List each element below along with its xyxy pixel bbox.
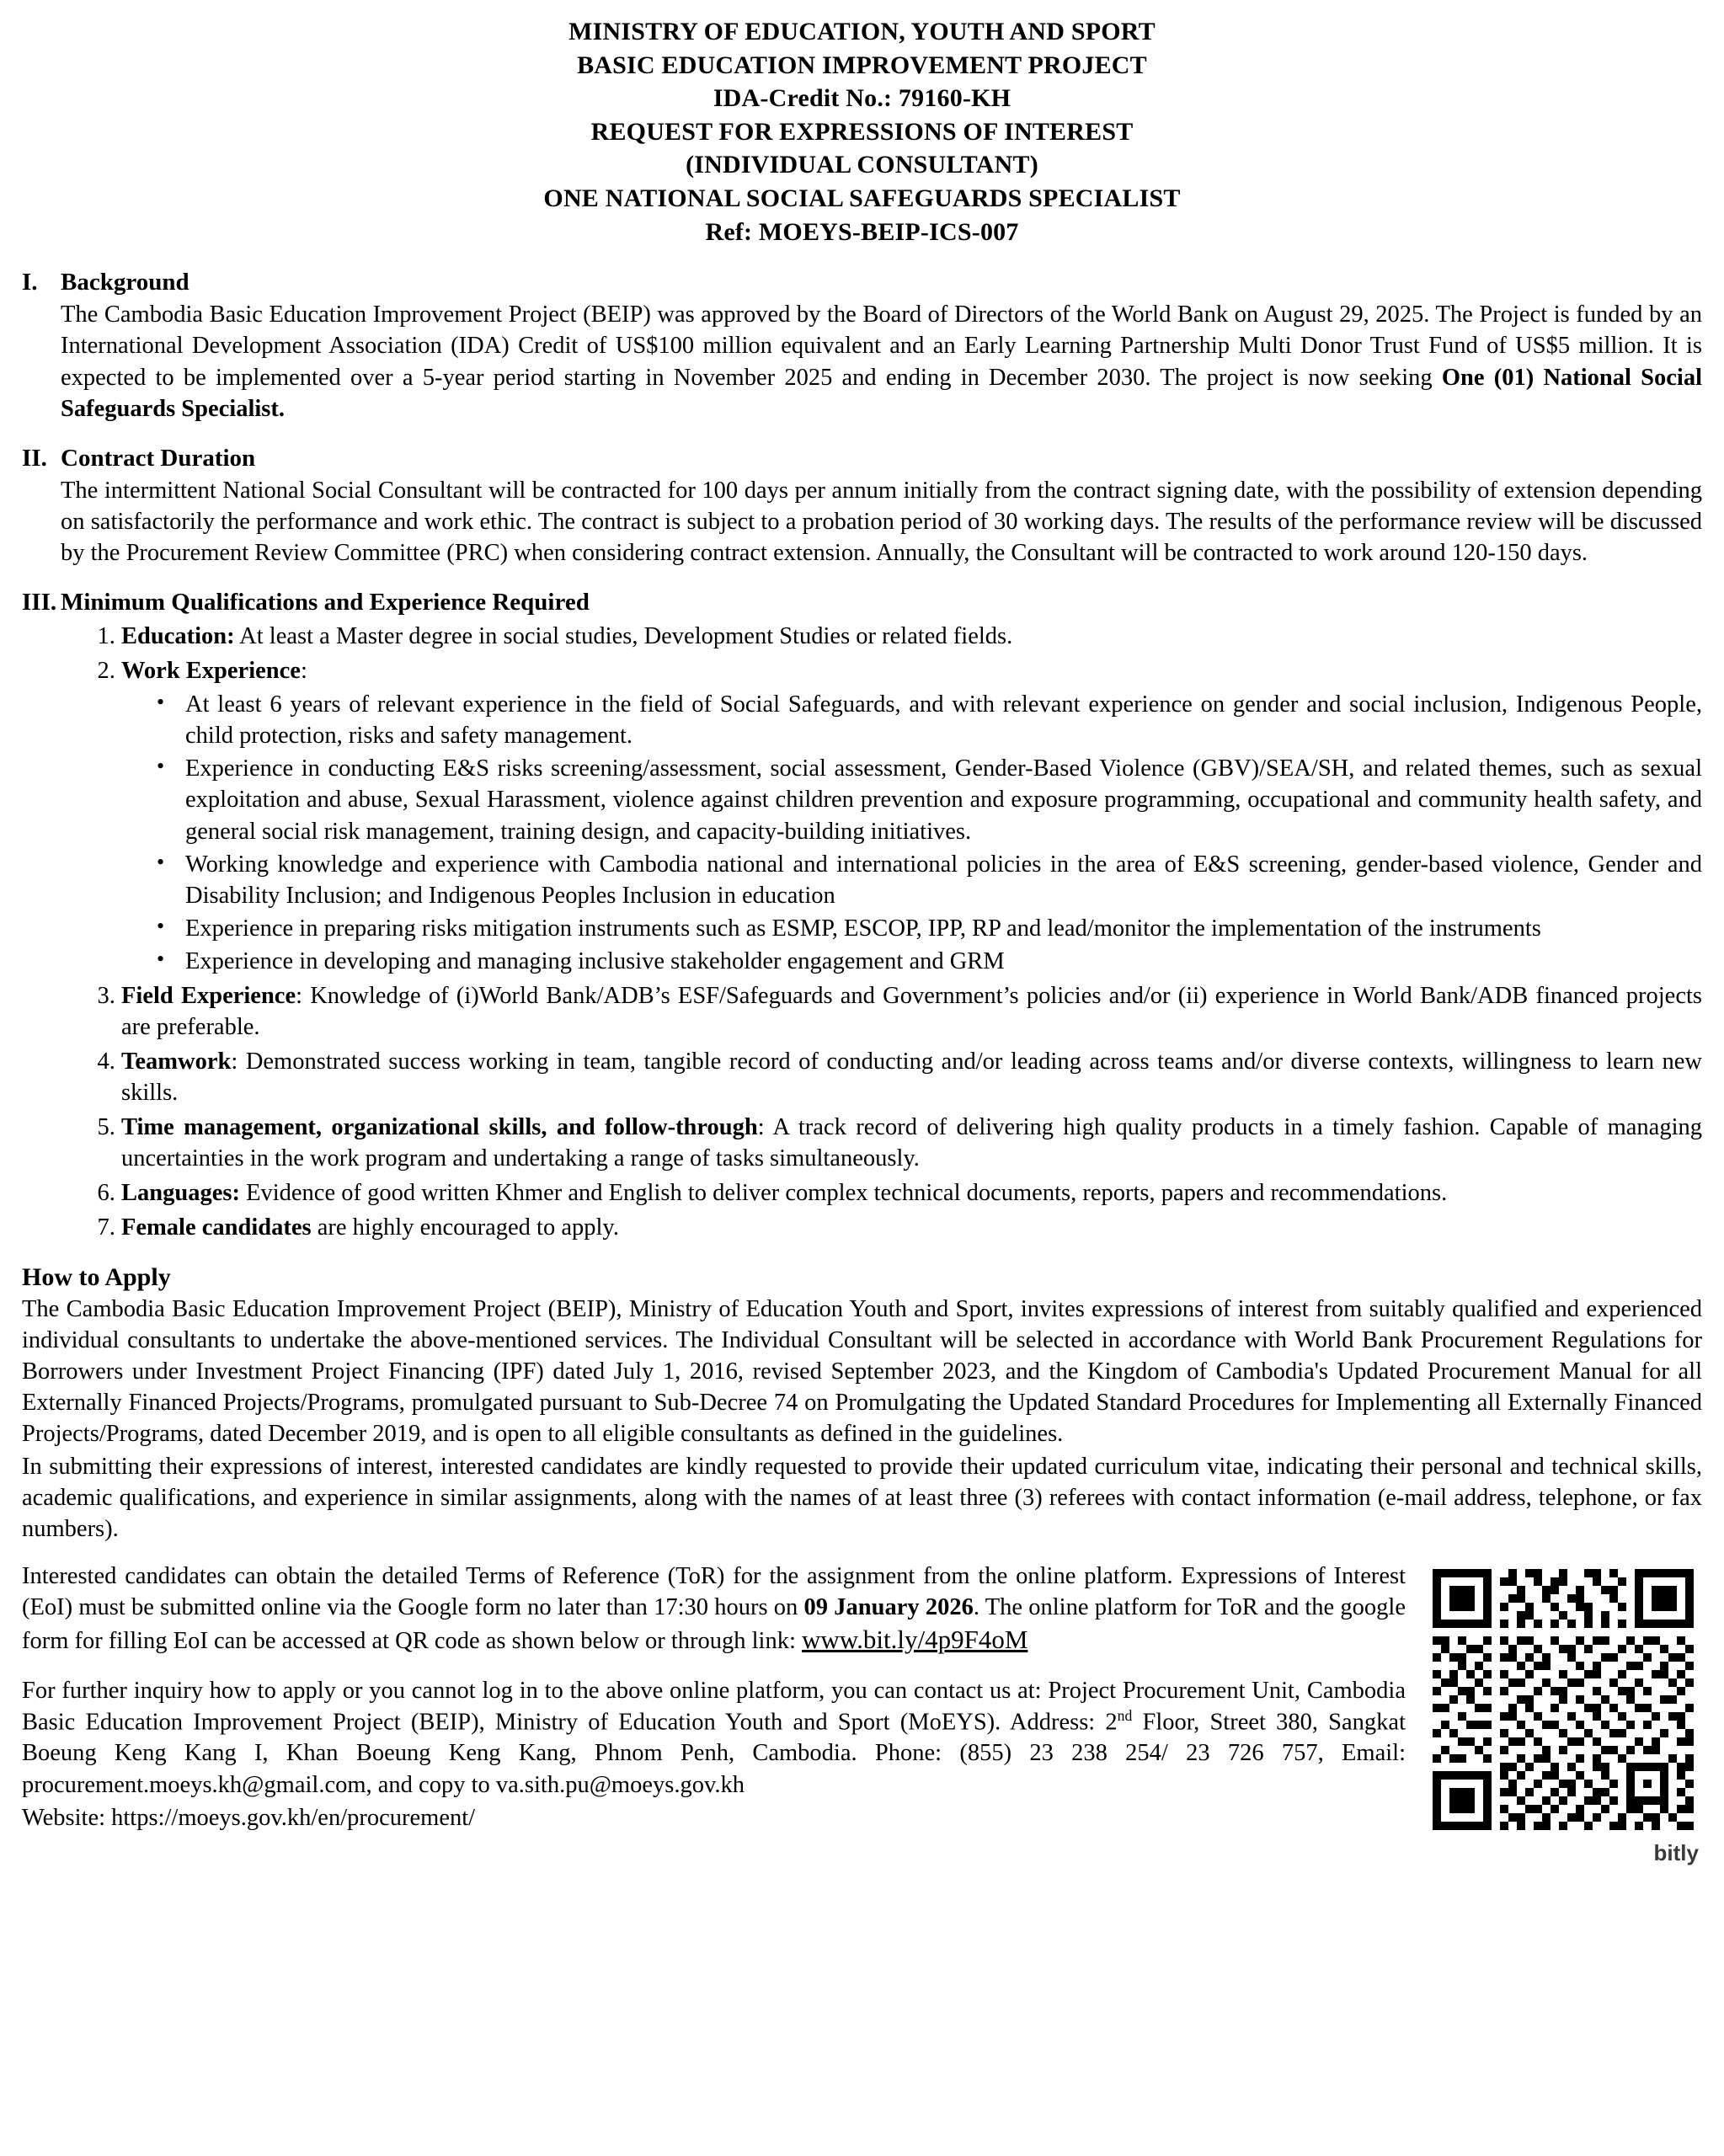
- qual-text: : Demonstrated success working in team, tangible record of conducting and/or leading across teams and/or diverse contexts, willingness to learn new skills.: [121, 1048, 1702, 1106]
- contact-text-b: Floor, Street 380, Sangkat Boeung Keng Kang I, Khan Boeung Keng Kang, Phnom Penh, Cambodia. Phone: (855) 23 238 254/ 23 726 757, Email: procurement.moeys.kh@gmail.com, and copy to va.sith.pu@moeys.gov.kh: [22, 1709, 1406, 1798]
- section-contract-number: II.: [22, 444, 47, 472]
- bitly-logo: bitly: [1653, 1839, 1699, 1865]
- list-item: • Experience in conducting E&S risks screening/assessment, social assessment, Gender-Based Violence (GBV)/SEA/SH, and related themes, such as sexual exploitation and abuse, Sexual Harassment, violence against children prevention and exposure programming, occupational and community health safety, and general social risk management, training design, and capacity-building initiatives.: [157, 753, 1702, 846]
- section-background-text: [61, 299, 1702, 424]
- list-item: [121, 1177, 1702, 1209]
- qr-code-block: [1424, 1561, 1702, 1866]
- section-qualifications-heading: [22, 587, 1702, 617]
- list-item: • At least 6 years of relevant experience in the field of Social Safeguards, and with relevant experience on gender and social inclusion, Indigenous People, child protection, risks and safety management.: [157, 689, 1702, 751]
- qual-text: : Knowledge of (i)World Bank/ADB’s ESF/Safeguards and Government’s policies and/or (ii) experience in World Bank/ADB financed projects are preferable.: [121, 982, 1702, 1040]
- section-contract-duration: [22, 443, 1702, 568]
- list-item: [121, 1046, 1702, 1108]
- qual-text: Evidence of good written Khmer and English to deliver complex technical documents, reports, papers and recommendations.: [239, 1180, 1448, 1207]
- qr-and-contact-block: [22, 1561, 1702, 1871]
- qual-text: At least a Master degree in social studies, Development Studies or related fields.: [234, 623, 1013, 650]
- qual-label: Field Experience: [121, 982, 296, 1009]
- list-item: [121, 980, 1702, 1043]
- qr-code[interactable]: [1424, 1561, 1702, 1838]
- header-line-request: REQUEST FOR EXPRESSIONS OF INTEREST: [590, 117, 1134, 146]
- how-to-apply-title: How to Apply: [22, 1263, 171, 1292]
- list-item: [121, 1212, 1702, 1243]
- section-qualifications-title: Minimum Qualifications and Experience Required: [61, 588, 590, 616]
- ordinal-suffix: nd: [1117, 1706, 1133, 1724]
- how-to-apply-paragraph-1: The Cambodia Basic Education Improvement Project (BEIP), Ministry of Education Youth and Sport, invites expressions of interest from suitably qualified and experienced individual consultants to undertake the above-mentioned services. The Individual Consultant will be selected in accordance with World Bank Procurement Regulations for Borrowers under Investment Project Financing (IPF) dated July 1, 2016, revised September 2023, and the Kingdom of Cambodia's Updated Procurement Manual for all Externally Financed Projects/Programs, promulgated pursuant to Sub-Decree 74 on Promulgating the Updated Standard Procedures for Implementing all Externally Financed Projects/Programs, dated December 2019, and is open to all eligible consultants as defined in the guidelines.: [22, 1296, 1702, 1448]
- list-item: • Working knowledge and experience with Cambodia national and international policies in the area of E&S screening, gender-based violence, Gender and Disability Inclusion; and Indigenous Peoples Inclusion in education: [157, 849, 1702, 911]
- qr-code-image: [1424, 1561, 1702, 1838]
- header-line-ministry: MINISTRY OF EDUCATION, YOUTH AND SPORT: [568, 18, 1156, 45]
- background-text-emphasis: One (01) National Social Safeguards Specialist.: [61, 364, 1702, 422]
- qual-text: : A track record of delivering high quality products in a timely fashion. Capable of managing uncertainties in the work program and undertaking a range of tasks simultaneously.: [121, 1113, 1702, 1171]
- qual-label: Time management, organizational skills, and follow-through: [121, 1113, 758, 1140]
- website-line: Website: https://moeys.gov.kh/en/procurement/: [22, 1804, 476, 1831]
- qual-text: :: [300, 658, 307, 685]
- qual-label: Teamwork: [121, 1048, 232, 1075]
- header-line-position: ONE NATIONAL SOCIAL SAFEGUARDS SPECIALIST: [543, 184, 1181, 212]
- section-background-number: I.: [22, 269, 38, 296]
- qual-label: Female candidates: [121, 1214, 312, 1241]
- section-qualifications: [22, 587, 1702, 1243]
- how-to-apply-paragraph-2: In submitting their expressions of interest, interested candidates are kindly requested to provide their updated curriculum vitae, indicating their personal and technical skills, academic qualifications, and experience in similar assignments, along with the names of at least three (3) referees with contact information (e-mail address, telephone, or fax numbers).: [22, 1454, 1702, 1543]
- eoi-instructions-text-cont: . The online platform for ToR and the google form for filling EoI can be accessed at QR code as shown below or through link:: [22, 1593, 1406, 1654]
- section-qualifications-number: III.: [22, 588, 57, 616]
- header-line-project: BASIC EDUCATION IMPROVEMENT PROJECT: [577, 51, 1147, 79]
- qual-label: Work Experience: [121, 658, 301, 685]
- qual-label: Languages:: [121, 1180, 240, 1207]
- section-contract-heading: [22, 443, 1702, 473]
- eoi-deadline: 09 January 2026: [803, 1593, 974, 1620]
- section-contract-text: The intermittent National Social Consultant will be contracted for 100 days per annum initially from the contract signing date, with the possibility of extension depending on satisfactorily the performance and work ethic. The contract is subject to a probation period of 30 working days. The results of the performance review will be discussed by the Procurement Review Committee (PRC) when considering contract extension. Annually, the Consultant will be contracted to work around 120-150 days.: [61, 477, 1702, 566]
- background-text-main: The Cambodia Basic Education Improvement Project (BEIP) was approved by the Board of Directors of the World Bank on August 29, 2025. The Project is funded by an International Development Association (IDA) Credit of US$100 million equivalent and an Early Learning Partnership Multi Donor Trust Fund of US$5 million. It is expected to be implemented over a 5-year period starting in November 2025 and ending in December 2030. The project is now seeking: [61, 302, 1702, 391]
- qual-label: Education:: [121, 623, 235, 650]
- header-line-ref: Ref: MOEYS-BEIP-ICS-007: [705, 217, 1019, 246]
- header-line-consultant-type: (INDIVIDUAL CONSULTANT): [686, 151, 1038, 179]
- header-line-credit: IDA-Credit No.: 79160-KH: [713, 84, 1011, 113]
- section-background: [22, 267, 1702, 424]
- eoi-link[interactable]: www.bit.ly/4p9F4oM: [802, 1624, 1028, 1654]
- section-contract-title: Contract Duration: [61, 444, 256, 472]
- list-item: • Experience in developing and managing inclusive stakeholder engagement and GRM: [157, 946, 1702, 977]
- list-item: [121, 621, 1702, 652]
- list-item: • Experience in preparing risks mitigation instruments such as ESMP, ESCOP, IPP, RP and lead/monitor the implementation of the instruments: [157, 913, 1702, 944]
- work-experience-bullets: [121, 689, 1702, 976]
- eoi-instructions-text: Interested candidates can obtain the detailed Terms of Reference (ToR) for the assignment from the online platform. Expressions of Interest (EoI) must be submitted online via the Google form no later than 17:30 hours on: [22, 1562, 1406, 1620]
- qual-text: are highly encouraged to apply.: [311, 1214, 619, 1241]
- qualifications-list: [22, 621, 1702, 1243]
- document-header: [22, 15, 1702, 248]
- contact-text-a: For further inquiry how to apply or you cannot log in to the above online platform, you can contact us at: Project Procurement Unit, Cambodia Basic Education Improvement Project (BEIP), Ministry of Education Youth and Sport (MoEYS). Address: 2: [22, 1677, 1406, 1736]
- list-item: [121, 1112, 1702, 1174]
- section-background-title: Background: [61, 269, 189, 296]
- list-item: [121, 655, 1702, 976]
- section-background-heading: [22, 267, 1702, 297]
- section-how-to-apply: [22, 1263, 1702, 1870]
